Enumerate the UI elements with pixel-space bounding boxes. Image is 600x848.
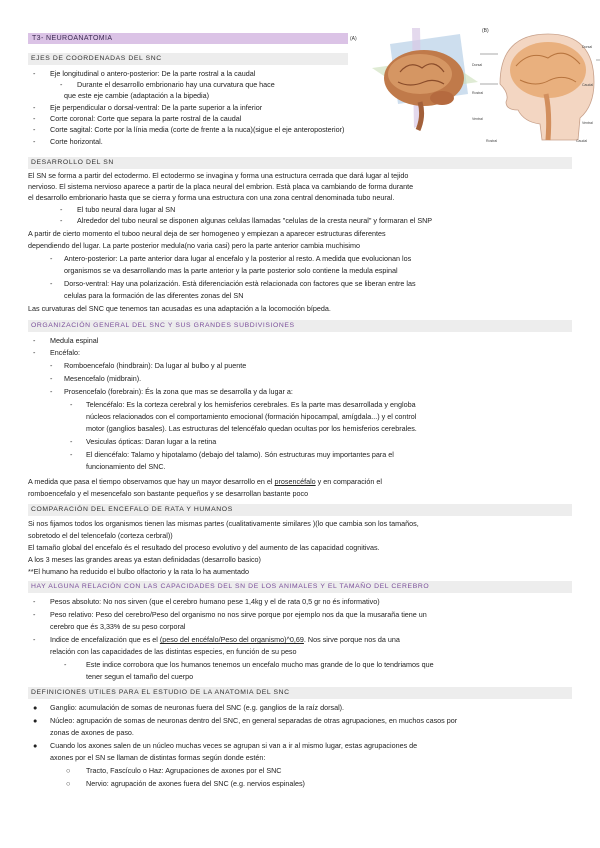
text-line: zonas de axones de paso. — [50, 728, 134, 737]
text-line: Telencéfalo: Es la corteza cerebral y los hemisferios cerebrales. Es la parte mas desarrollada y engloba — [86, 400, 416, 409]
svg-text:Ventral: Ventral — [472, 117, 483, 121]
text-line: Prosencefalo (forebrain): És la zona que mas se desarrolla y da lugar a: — [64, 387, 293, 396]
text-line: Este indice corrobora que los humanos tenemos un encefalo mucho mas grande de lo que lo tendriamos que — [86, 660, 434, 669]
svg-text:Ventral: Ventral — [582, 121, 593, 125]
text-line: Las curvaturas del SNC que tenemos tan acusadas es una adaptación a la locomoción bípeda. — [28, 304, 331, 313]
text-line: Vesiculas ópticas: Daran lugar a la retina — [86, 437, 217, 446]
text-line: El diencéfalo: Talamo y hipotalamo (debajo del talamo). Són estructuras muy importantes para el — [86, 450, 394, 459]
svg-text:Rostral: Rostral — [472, 91, 484, 95]
svg-text:Rostral: Rostral — [486, 139, 498, 143]
text-line: Indice de encefalización que es el (peso del encéfalo/Peso del organismo)^0,69. Nos sirve porque nos da una — [50, 635, 400, 644]
text-line: núcleos relacionados con el comportamiento emocional (formación hipocampal, amígdala...) y el control — [86, 412, 417, 421]
text-line: tener segun el tamaño del cuerpo — [86, 672, 194, 681]
text-line: Cuando los axones salen de un núcleo muchas veces se agrupan si van a ir al mismo lugar, estas agrupaciones de — [50, 741, 418, 750]
text-line: A medida que pasa el tiempo observamos que hay un mayor desarrollo en el prosencéfalo y en comparación el — [28, 477, 382, 486]
figure-label-b: (B) — [482, 28, 489, 34]
text-line: Núcleo: agrupación de somas de neuronas dentro del SNC, en general separadas de otras agrupaciones, en muchos casos por — [50, 716, 458, 725]
text-line: A los 3 meses las grandes areas ya estan definidadas (desarrollo basico) — [28, 555, 261, 564]
svg-text:Caudal: Caudal — [576, 139, 588, 143]
text-line: que este eje cambie (adaptación a la bipedia) — [64, 91, 210, 100]
text-line: romboencefalo y el mesencefalo son bastante pequeños y se desarrollan bastante poco — [28, 489, 309, 498]
text-line: Eje perpendicular o dorsal-ventral: De la parte superior a la inferior — [50, 103, 263, 112]
text-line: cerebro que és 3,33% de su peso corporal — [50, 622, 186, 631]
text-line: El tamaño global del encefalo és el resultado del proceso evolutivo y del aumento de las capacidad cognitivas. — [28, 543, 380, 552]
text-line: Eje longitudinal o antero-posterior: De la parte rostral a la caudal — [50, 69, 256, 78]
text-line: El SN se forma a partir del ectodermo. El ectodermo se invagina y forma una estructura cerrada que dará lugar al tejido — [28, 171, 409, 180]
text-line: Ganglio: acumulación de somas de neuronas fuera del SNC (e.g. ganglios de la raíz dorsal). — [50, 703, 345, 712]
text-line: organismos se va desarrollando mas la parte anterior y la parte posterior solo contiene la medula espinal — [64, 266, 398, 275]
section-header-definiciones: DEFINICIONES UTILES PARA EL ESTUDIO DE LA ANATOMIA DEL SNC — [28, 687, 572, 699]
text-line: nervioso. El sistema nervioso aparece a partir de la placa neural del embrion. Està placa va cambiando de forma durante — [28, 182, 414, 191]
text-line: Corte sagital: Corte por la línia media (corte de frente a la nuca)(sigue el eje anteroposterior) — [50, 125, 345, 134]
svg-text:Dorsal: Dorsal — [582, 45, 593, 49]
text-line: Nervio: agrupación de axones fuera del SNC (e.g. nervios espinales) — [86, 779, 305, 788]
text-line: Peso relativo: Peso del cerebro/Peso del organismo no nos sirve porque por ejemplo nos da que la musaraña tiene un — [50, 610, 427, 619]
text-line: Corte horizontal. — [50, 137, 103, 146]
text-line: Si nos fijamos todos los organismos tienen las mismas partes (cualitativamente similares )(lo que cambia son los tamaños, — [28, 519, 419, 528]
text-line: Antero-posterior: La parte anterior dara lugar al encefalo y la posterior al resto. A medida que evolucionan los — [64, 254, 412, 263]
text-line: funcionamiento del SNC. — [86, 462, 166, 471]
underlined-formula: (peso del encéfalo/Peso del organismo)^0,69 — [159, 635, 304, 644]
text-line: motor (ganglios basales). Las estructuras del telencéfalo quedan ocultas por los hemisferios cerebrales. — [86, 424, 417, 433]
text-line: sobretodo el del telencefalo (corteza cerbral)) — [28, 531, 173, 540]
underlined-term: prosencéfalo — [274, 477, 316, 486]
page-title: T3- NEUROANATOMIA — [28, 33, 348, 44]
section-header-ejes: EJES DE COORDENADAS DEL SNC — [28, 53, 348, 65]
text-line: relación con las capacidades de las distintas especies, en función de su peso — [50, 647, 297, 656]
section-header-desarrollo: DESARROLLO DEL SN — [28, 157, 572, 169]
section-header-organizacion: ORGANIZACIÓN GENERAL DEL SNC Y SUS GRANDES SUBDIVISIONES — [28, 320, 572, 332]
text-line: celulas para la formación de las diferentes zonas del SN — [64, 291, 244, 300]
figure-label-a: (A) — [350, 36, 357, 42]
text-line: Tracto, Fascículo o Haz: Agrupaciones de axones por el SNC — [86, 766, 282, 775]
text-line: **El humano ha reducido el bulbo olfactorio y la rata lo ha aumentado — [28, 567, 249, 576]
text-line: dependiendo del lugar. La parte posterior medula(no varia casi) pero la parte anterior cambia muchisimo — [28, 241, 361, 250]
text-line: El tubo neural dara lugar al SN — [77, 205, 176, 214]
svg-text:Caudal: Caudal — [582, 83, 594, 87]
section-header-relacion: HAY ALGUNA RELACIÓN CON LAS CAPACIDADES DEL SN DE LOS ANIMALES Y EL TAMAÑO DEL CEREBRO — [28, 581, 572, 593]
text-line: Medula espinal — [50, 336, 99, 345]
text-line: Alrededor del tubo neural se disponen algunas celulas llamadas "celulas de la cresta neural" y formaran el SNP — [77, 216, 433, 225]
text-line: Pesos absoluto: No nos sirven (que el cerebro humano pese 1,4kg y el de rata 0,5 gr no és informativo) — [50, 597, 380, 606]
brain-axes-figure — [350, 24, 600, 150]
text-line: Durante el desarrollo embrionario hay una curvatura que hace — [77, 80, 275, 89]
text-line: A partir de cierto momento el tuboo neural deja de ser homogeneo y empiezan a aparecer estructuras diferentes — [28, 229, 386, 238]
text-line: Romboencefalo (hindbrain): Da lugar al bulbo y al puente — [64, 361, 247, 370]
text-line: Corte coronal: Corte que separa la parte rostral de la caudal — [50, 114, 242, 123]
text-line: el desarrollo embrionario hasta que se cierra y forma una estructura con una zona central denominada tubo neural. — [28, 193, 395, 202]
text-line: Encéfalo: — [50, 348, 80, 357]
document-page: T3- NEUROANATOMIA (A) (B) Dorsal Rostral Ventral Dorsal Caudal Ventral Rostral Caudal EJES DE COORDENADAS DEL SNC - Eje longitudinal o antero-posterior: De la parte rostral a la caudal - Durante el desarrollo embrionario hay una curvatura que hace que este eje cambie (adaptación a la bipedia) - Eje perpendicular o dorsal-ventral: De la parte superior a la inferior - Corte coronal: Corte que separa la parte rostral de la caudal - Corte sagital: Corte por la línia media (corte de frente a la nuca)(sigue el eje anteroposterior) - Corte horizontal. DESARROLLO DEL SN El SN se forma a partir del ectodermo. El ectodermo se invagina y forma una estructura cerrada que dará lugar al tejido nervioso. El sistema nervioso aparece a partir de la placa neural del embrion. Està placa va cambiando de forma durante el desarrollo embrionario hasta que se cierra y forma una estructura con una zona central denominada tubo neural. - El tubo neural dara lugar al SN - Alrededor del tubo neural se disponen algunas celulas llamadas "celulas de la cresta neural" y formaran el SNP A partir de cierto momento el tuboo neural deja de ser homogeneo y empiezan a aparecer estructuras diferentes dependiendo del lugar. La parte posterior medula(no varia casi) pero la parte anterior cambia muchisimo - Antero-posterior: La parte anterior dara lugar al encefalo y la posterior al resto. A medida que evolucionan los organismos se va desarrollando mas la parte anterior y la parte posterior solo contiene la medula espinal - Dorso-ventral: Hay una polarización. Està diferenciación està relacionada con factores que se liberan entre las celulas para la formación de las diferentes zonas del SN Las curvaturas del SNC que tenemos tan acusadas es una adaptación a la locomoción bípeda. ORGANIZACIÓN GENERAL DEL SNC Y SUS GRANDES SUBDIVISIONES - Medula espinal - Encéfalo: - Romboencefalo (hindbrain): Da lugar al bulbo y al puente - Mesencefalo (midbrain). - Prosencefalo (forebrain): És la zona que mas se desarrolla y da lugar a: - Telencéfalo: Es la corteza cerebral y los hemisferios cerebrales. Es la parte mas desarrollada y engloba núcleos relacionados con el comportamiento emocional (formación hipocampal, amígdala...) y el control motor (ganglios basales). Las estructuras del telencéfalo quedan ocultas por los hemisferios cerebrales. - Vesiculas ópticas: Daran lugar a la retina - El diencéfalo: Talamo y hipotalamo (debajo del talamo). Són estructuras muy importantes para el funcionamiento del SNC. A medida que pasa el tiempo observamos que hay un mayor desarrollo en el prosencéfalo y en comparación el romboencefalo y el mesencefalo son bastante pequeños y se desarrollan bastante poco COMPARACIÓN DEL ENCEFALO DE RATA Y HUMANOS Si nos fijamos todos los organismos tienen las mismas partes (cualitativamente similares )(lo que cambia son los tamaños, sobretodo el del telencefalo (corteza cerbral)) El tamaño global del encefalo és el resultado del proceso evolutivo y del aumento de las capacidad cognitivas. A los 3 meses las grandes areas ya estan definidadas (desarrollo basico) **El humano ha reducido el bulbo olfactorio y la rata lo ha aumentado HAY ALGUNA RELACIÓN CON LAS CAPACIDADES DEL SN DE LOS ANIMALES Y EL TAMAÑO DEL CEREBRO - Pesos absoluto: No nos sirven (que el cerebro humano pese 1,4kg y el de rata 0,5 gr no és informativo) - Peso relativo: Peso del cerebro/Peso del organismo no nos sirve porque por ejemplo nos da que la musaraña tiene un cerebro que és 3,33% de su peso corporal - Indice de encefalización que es el (peso del encéfalo/Peso del organismo)^0,69. Nos sirve porque nos da una relación con las capacidades de las distintas especies, en función de su peso - Este indice corrobora que los humanos tenemos un encefalo mucho mas grande de lo que lo tendriamos que tener segun el tamaño del cuerpo DEFINICIONES UTILES PARA EL ESTUDIO DE LA ANATOMIA DEL SNC ● Ganglio: acumulación de somas de neuronas fuera del SNC (e.g. ganglios de la raíz dorsal). ● Núcleo: agrupación de somas de neuronas dentro del SNC, en general separadas de otras agrupaciones, en muchos casos por zonas de axones de paso. ● Cuando los axones salen de un núcleo muchas veces se agrupan si van a ir al mismo lugar, estas agrupaciones de axones por el SN se llaman de distintas formas según donde estén: ○ Tracto, Fascículo o Haz: Agrupaciones de axones por el SNC ○ Nervio: agrupación de axones fuera del SNC (e.g. nervios espinales) — [0, 0, 600, 848]
section-header-comparacion: COMPARACIÓN DEL ENCEFALO DE RATA Y HUMANOS — [28, 504, 572, 516]
text-line: axones por el SN se llaman de distintas formas según donde estén: — [50, 753, 266, 762]
svg-text:Dorsal: Dorsal — [472, 63, 483, 67]
text-line: Dorso-ventral: Hay una polarización. Està diferenciación està relacionada con factores que se liberan entre las — [64, 279, 416, 288]
text-line: Mesencefalo (midbrain). — [64, 374, 142, 383]
